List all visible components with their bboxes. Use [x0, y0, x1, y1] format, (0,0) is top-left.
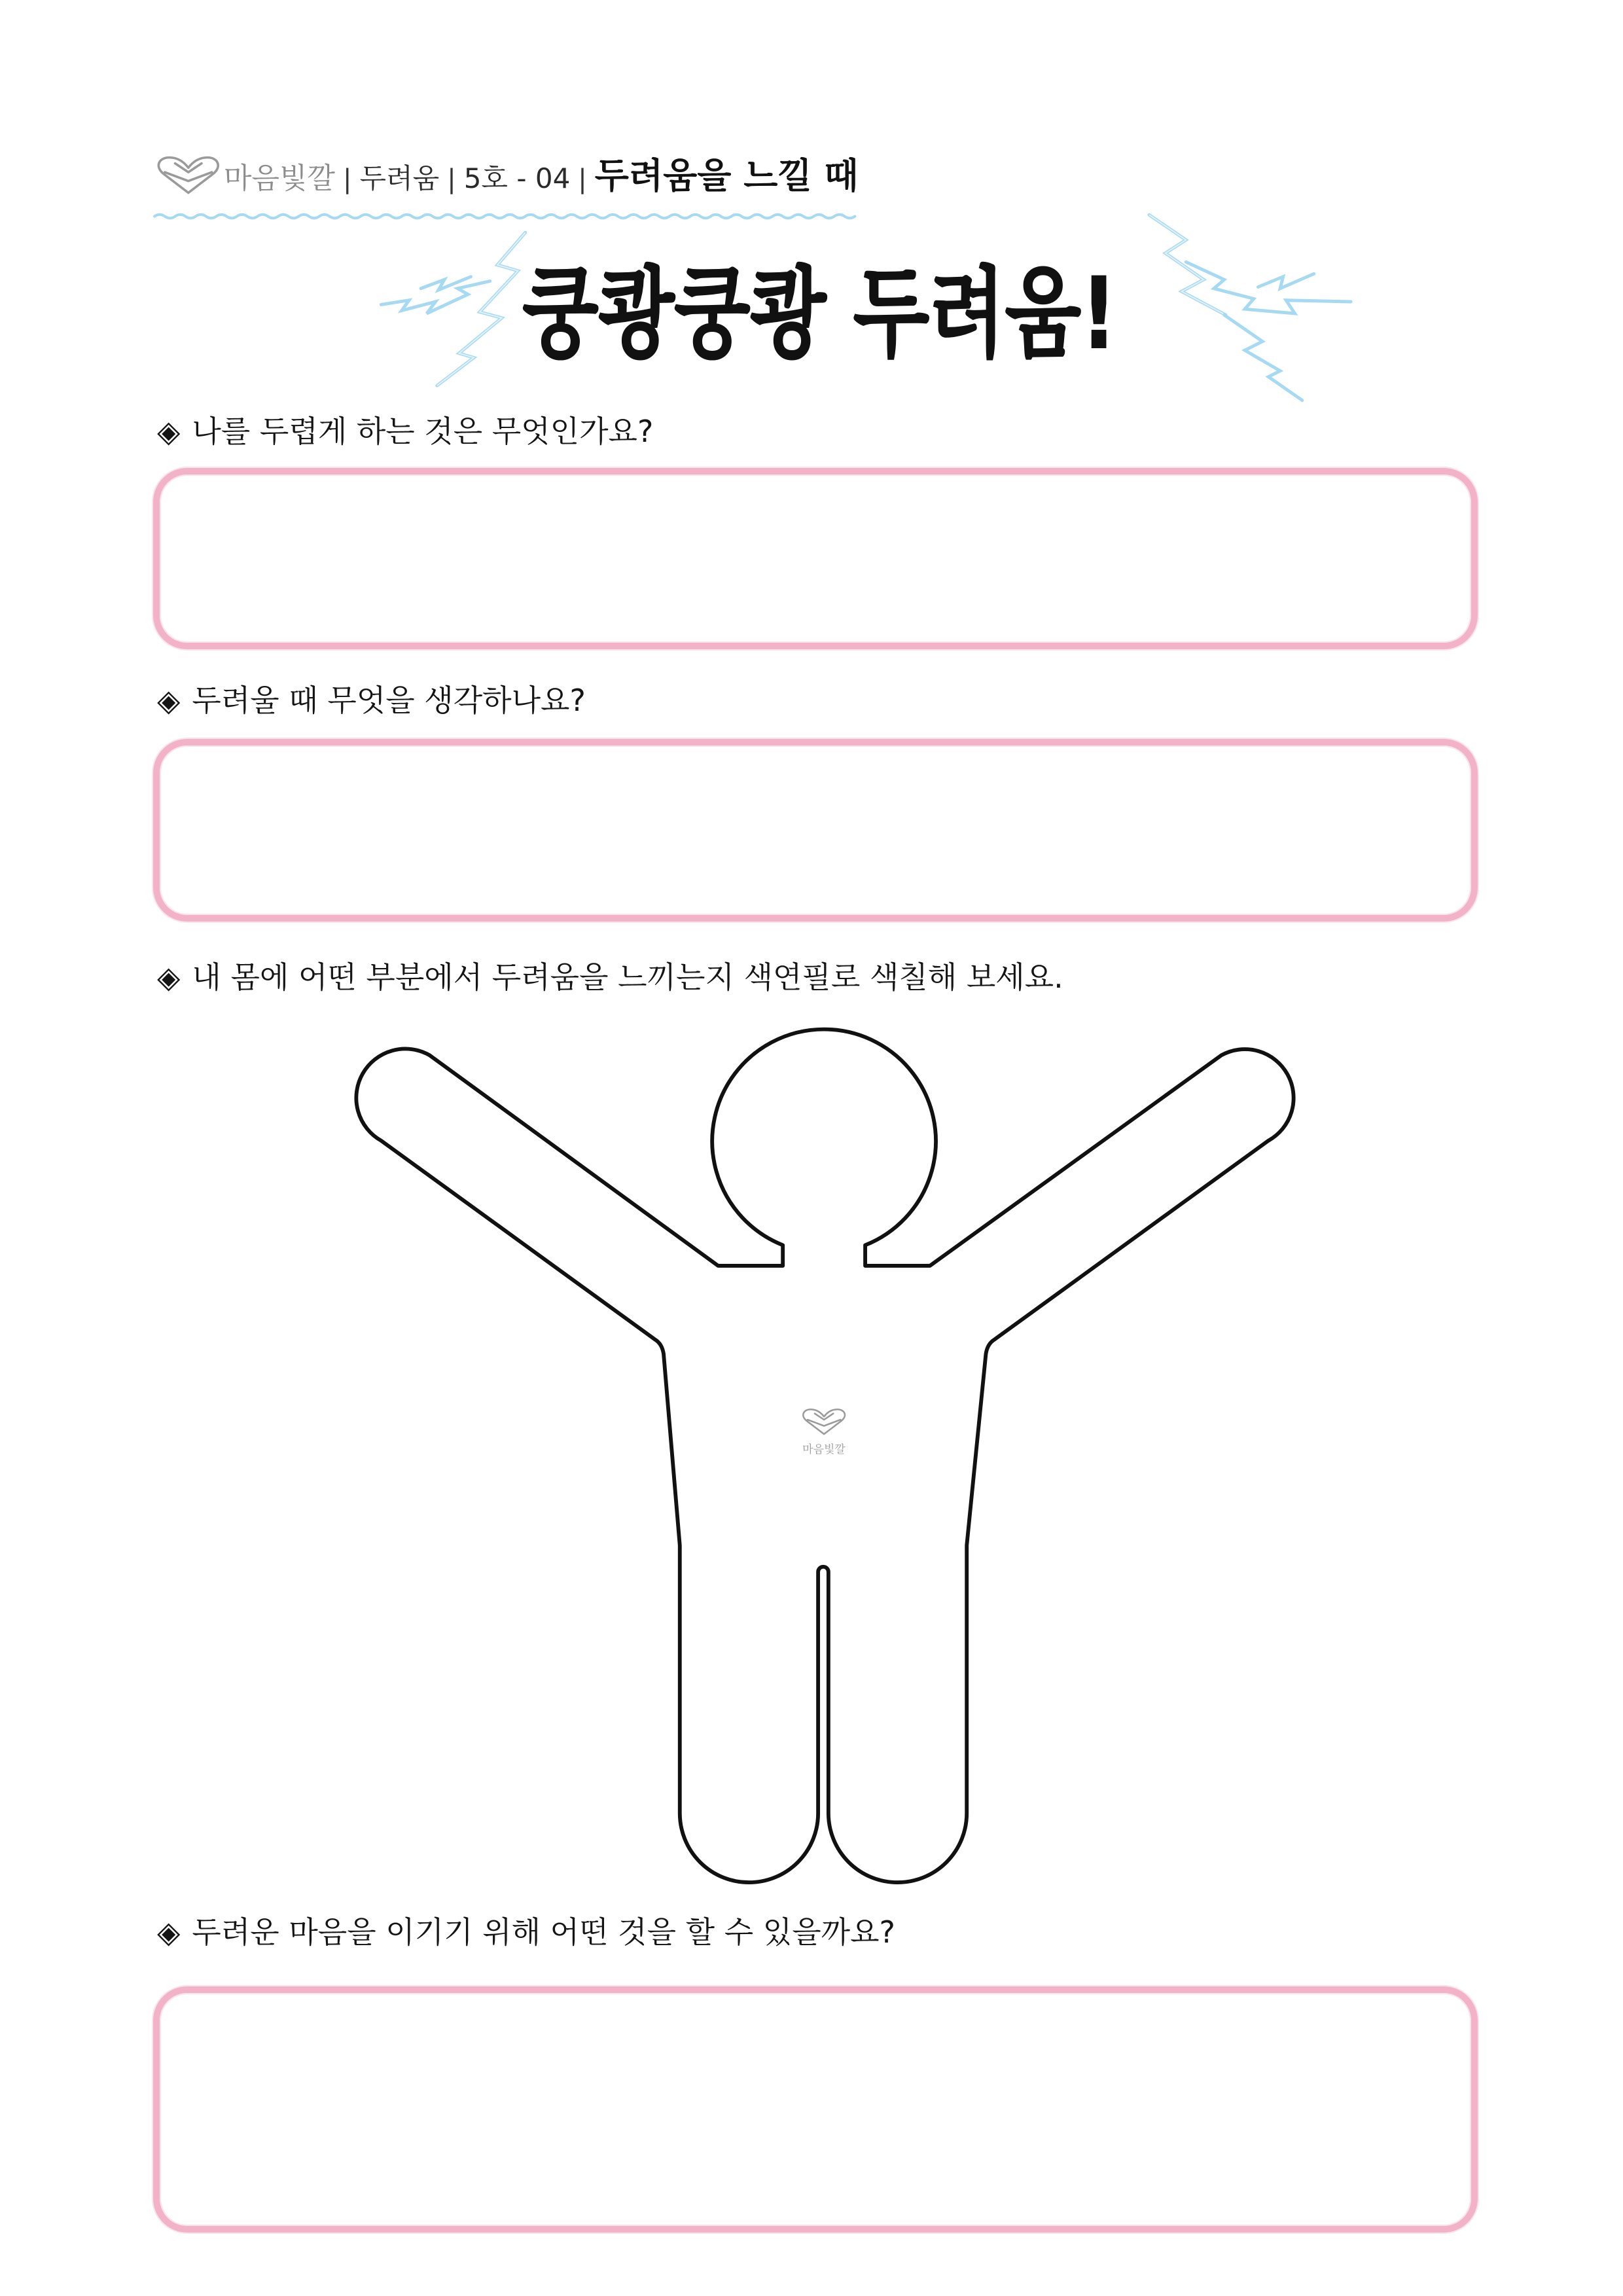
header-topic: 두려움을 느낄 때: [594, 155, 859, 196]
question-1: [157, 411, 653, 452]
question-text: 나를 두렵게 하는 것은 무엇인가요?: [192, 414, 654, 449]
worksheet-header: [224, 148, 859, 200]
question-4: [157, 1912, 895, 1952]
question-3: [157, 957, 1063, 997]
header-separator: |: [343, 164, 352, 194]
question-2: [157, 680, 586, 721]
header-logo-icon: [158, 158, 218, 193]
header-category: 두려움: [359, 162, 440, 194]
diamond-bullet-icon: ◈: [157, 1914, 181, 1950]
question-text: 내 몸에 어떤 부분에서 두려움을 느끼는지 색연필로 색칠해 보세요.: [192, 960, 1063, 995]
header-issue: 5호 - 04: [463, 162, 571, 194]
diamond-bullet-icon: ◈: [157, 683, 181, 718]
page-title: 쿵쾅쿵쾅 두려움!: [522, 257, 1116, 371]
brand-name: 마음빛깔: [224, 162, 336, 195]
diamond-bullet-icon: ◈: [157, 414, 181, 449]
question-text: 두려운 마음을 이기기 위해 어떤 것을 할 수 있을까요?: [192, 1914, 895, 1950]
title-area: [0, 259, 1623, 370]
answer-box-4: [153, 1986, 1478, 2233]
question-text: 두려울 때 무엇을 생각하나요?: [192, 683, 586, 718]
header-separator: |: [447, 164, 456, 194]
answer-box-1: [153, 468, 1478, 649]
wavy-divider: [154, 215, 855, 218]
body-watermark-text: 마음빛깔: [802, 1443, 846, 1456]
diamond-bullet-icon: ◈: [157, 960, 181, 995]
header-separator: |: [578, 164, 587, 194]
answer-box-2: [153, 739, 1478, 922]
